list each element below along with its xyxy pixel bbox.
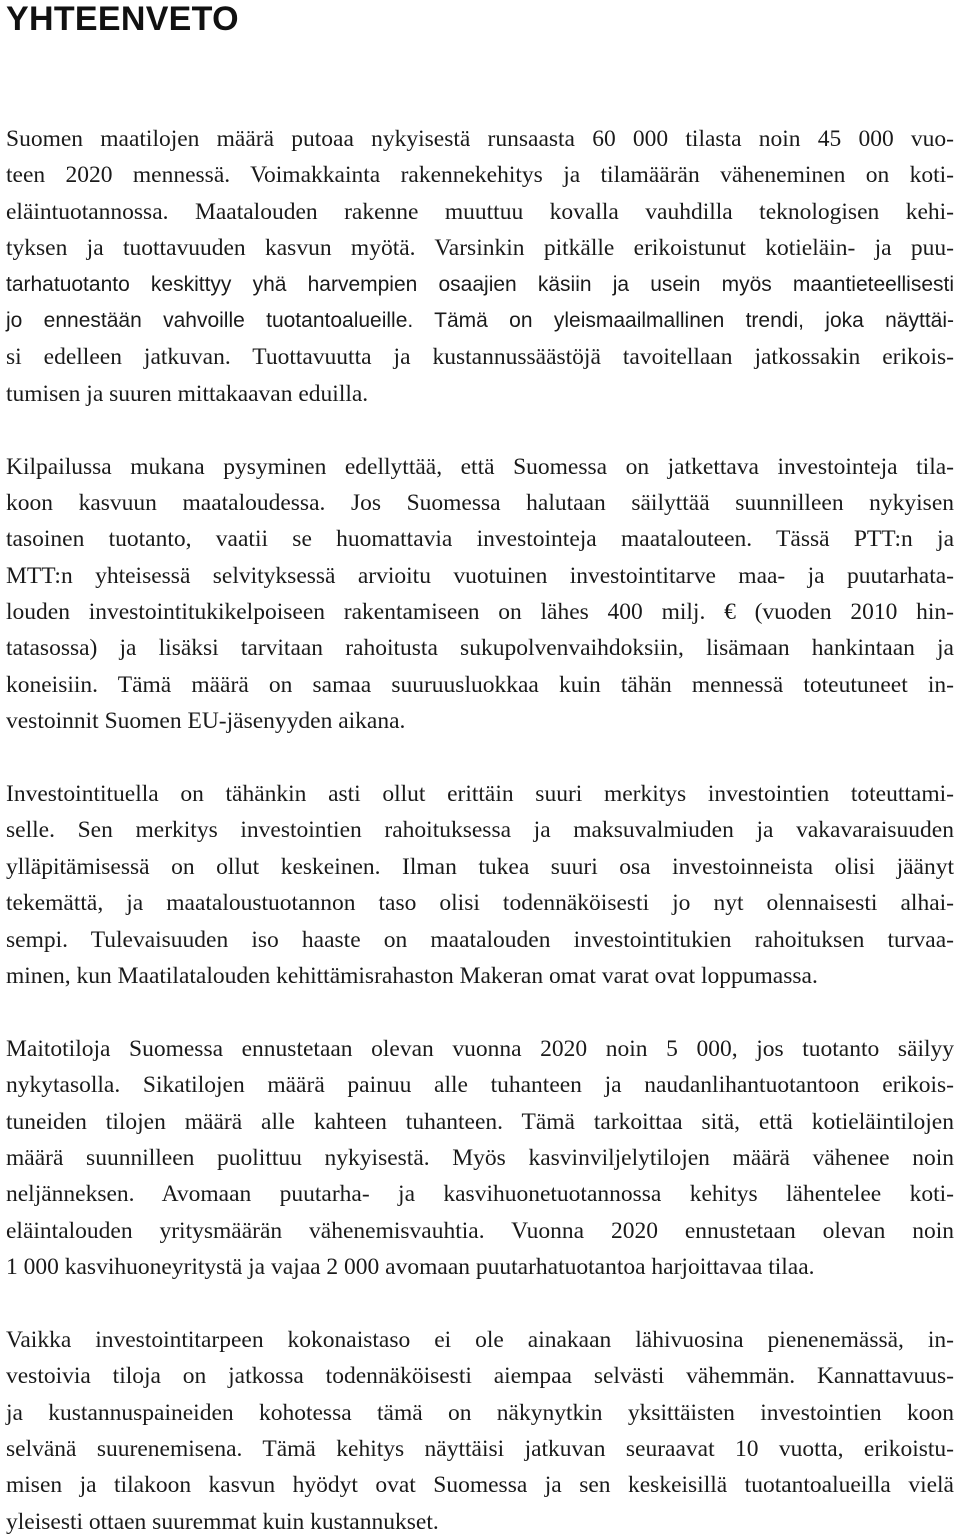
paragraph-4-line: Maitotiloja Suomessa ennustetaan olevan vuonna 2020 noin 5 000, jos tuotanto säilyy bbox=[6, 1035, 954, 1062]
paragraph-4-line: 1 000 kasvihuoneyritystä ja vajaa 2 000 avomaan puutarhatuotantoa harjoittavaa tilaa. bbox=[6, 1254, 815, 1281]
paragraph-2-line: koneisiin. Tämä määrä on samaa suuruusluokkaa kuin tähän mennessä toteutuneet in- bbox=[6, 671, 954, 698]
paragraph-2-line: louden investointitukikelpoiseen rakentamiseen on lähes 400 milj. € (vuoden 2010 hin- bbox=[6, 599, 954, 626]
paragraph-1-line: jo ennestään vahvoille tuotantoalueille. Tämä on yleismaailmallinen trendi, joka näyttäi- bbox=[6, 308, 954, 332]
paragraph-3-line: ylläpitämisessä on ollut keskeinen. Ilman tukea suuri osa investoinneista olisi jäänyt bbox=[6, 853, 954, 880]
paragraph-gap bbox=[6, 412, 954, 448]
paragraph-2-line: Kilpailussa mukana pysyminen edellyttää, että Suomessa on jatkettava investointeja tila- bbox=[6, 453, 954, 480]
paragraph-3-line: sempi. Tulevaisuuden iso haaste on maatalouden investointitukien rahoituksen turvaa- bbox=[6, 926, 954, 953]
paragraph-3-line: tekemättä, ja maataloustuotannon taso olisi todennäköisesti jo nyt olennaisesti alhai- bbox=[6, 890, 954, 917]
paragraph-1-line: tumisen ja suuren mittakaavan eduilla. bbox=[6, 380, 369, 407]
paragraph-2-line: koon kasvuun maataloudessa. Jos Suomessa halutaan säilyttää suunnilleen nykyisen bbox=[6, 489, 954, 516]
paragraph-1-line: teen 2020 mennessä. Voimakkainta rakennekehitys ja tilamäärän väheneminen on koti- bbox=[6, 162, 954, 189]
paragraph-5-line: Vaikka investointitarpeen kokonaistaso ei ole ainakaan lähivuosina pienenemässä, in- bbox=[6, 1326, 954, 1353]
paragraph-4-line: neljänneksen. Avomaan puutarha- ja kasvihuonetuotannossa kehitys lähentelee koti- bbox=[6, 1181, 954, 1208]
paragraph-gap bbox=[6, 994, 954, 1030]
paragraph-5-line: selvänä suurenemisena. Tämä kehitys näyttäisi jatkuvan seuraavat 10 vuotta, erikoistu- bbox=[6, 1436, 954, 1463]
paragraph-3-line: Investointituella on tähänkin asti ollut erittäin suuri merkitys investointien toteuttami- bbox=[6, 781, 954, 808]
paragraph-5-line: misen ja tilakoon kasvun hyödyt ovat Suomessa ja sen keskeisillä tuotantoalueilla vielä bbox=[6, 1472, 954, 1499]
paragraph-3-line: minen, kun Maatilatalouden kehittämisrahaston Makeran omat varat ovat loppumassa. bbox=[6, 962, 818, 989]
paragraph-1-line: tarhatuotanto keskittyy yhä harvempien osaajien käsiin ja usein myös maantieteellisesti bbox=[6, 272, 954, 296]
paragraph-4-line: eläintalouden yritysmäärän vähenemisvauhtia. Vuonna 2020 ennustetaan olevan noin bbox=[6, 1217, 954, 1244]
paragraph-1-line: tyksen ja tuottavuuden kasvun myötä. Varsinkin pitkälle erikoistunut kotieläin- ja puu- bbox=[6, 235, 954, 262]
paragraph-2-line: tatasossa) ja lisäksi tarvitaan rahoitusta sukupolvenvaihdoksiin, lisämaan hankintaan ja bbox=[6, 635, 954, 662]
page-title: YHTEENVETO bbox=[6, 0, 239, 38]
paragraph-gap bbox=[6, 1286, 954, 1322]
paragraph-5-line: ja kustannuspaineiden kohotessa tämä on näkynytkin yksittäisten investointien koon bbox=[6, 1399, 954, 1426]
paragraph-gap bbox=[6, 740, 954, 776]
paragraph-4-line: määrä suunnilleen puolittuu nykyisestä. Myös kasvinviljelytilojen määrä vähenee noin bbox=[6, 1144, 954, 1171]
paragraph-1-line: si edelleen jatkuvan. Tuottavuutta ja kustannussäästöjä tavoitellaan jatkossakin erikois- bbox=[6, 344, 954, 371]
paragraph-4-line: tuneiden tilojen määrä alle kahteen tuhanteen. Tämä tarkoittaa sitä, että kotieläintilojen bbox=[6, 1108, 954, 1135]
summary-text bbox=[6, 121, 954, 1540]
paragraph-1-line: Suomen maatilojen määrä putoaa nykyisestä runsaasta 60 000 tilasta noin 45 000 vuo- bbox=[6, 126, 954, 152]
paragraph-5-line: yleisesti ottaen suuremmat kuin kustannukset. bbox=[6, 1508, 439, 1535]
paragraph-1-line: eläintuotannossa. Maatalouden rakenne muuttuu kovalla vauhdilla teknologisen kehi- bbox=[6, 198, 954, 225]
paragraph-2-line: tasoinen tuotanto, vaatii se huomattavia investointeja maatalouteen. Tässä PTT:n ja bbox=[6, 526, 954, 553]
paragraph-3-line: selle. Sen merkitys investointien rahoituksessa ja maksuvalmiuden ja vakavaraisuuden bbox=[6, 817, 954, 844]
paragraph-2-line: MTT:n yhteisessä selvityksessä arvioitu vuotuinen investointitarve maa- ja puutarhata- bbox=[6, 562, 954, 589]
paragraph-2-line: vestoinnit Suomen EU-jäsenyyden aikana. bbox=[6, 708, 406, 735]
paragraph-4-line: nykytasolla. Sikatilojen määrä painuu alle tuhanteen ja naudanlihantuotantoon erikois- bbox=[6, 1072, 954, 1099]
paragraph-5-line: vestoivia tiloja on jatkossa todennäköisesti aiempaa selvästi vähemmän. Kannattavuus- bbox=[6, 1363, 954, 1390]
